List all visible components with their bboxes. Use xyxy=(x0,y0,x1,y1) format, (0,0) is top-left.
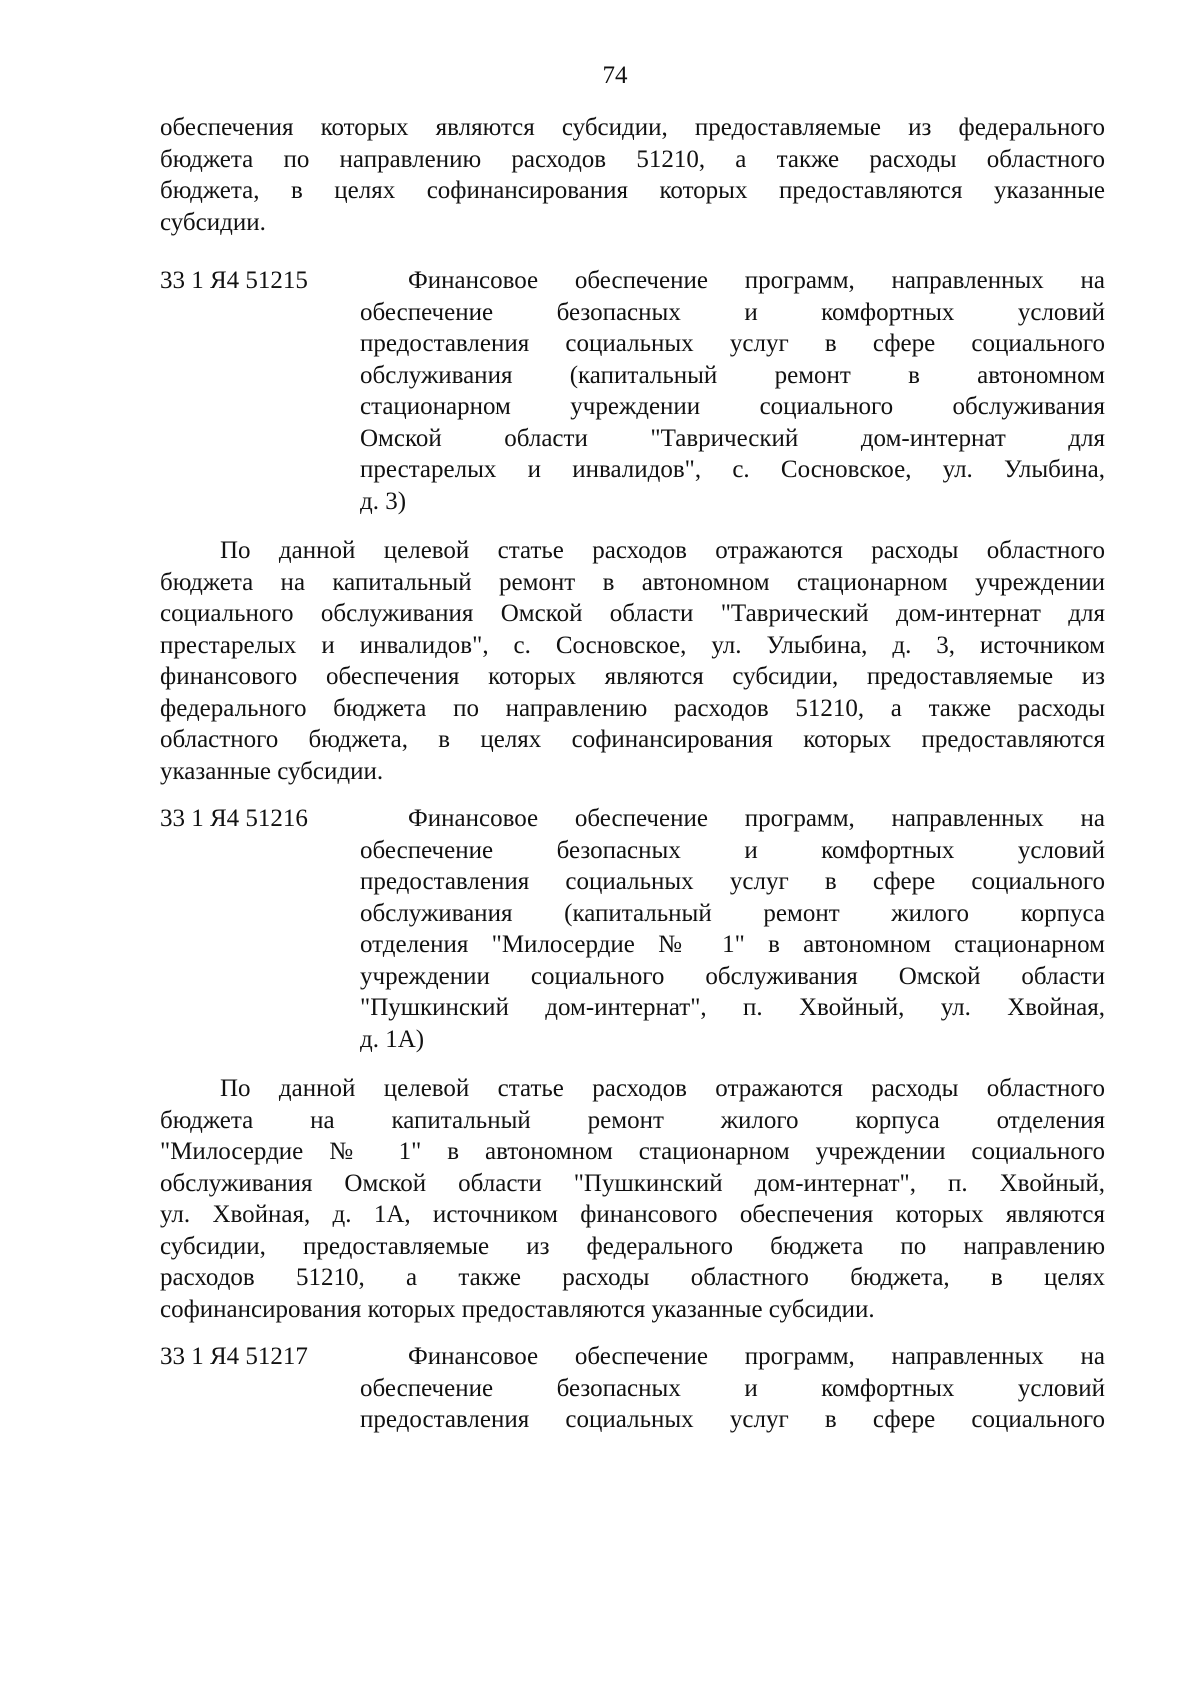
text-line: обеспечения которых являются субсидии, предоставляемые из федерального xyxy=(160,114,1105,141)
text-line: предоставления социальных услуг в сфере социального xyxy=(360,1406,1105,1433)
text-line: финансового обеспечения которых являются субсидии, предоставляемые из xyxy=(160,663,1105,690)
text-line: Омской области "Таврический дом-интернат для xyxy=(360,424,1105,452)
text-line: престарелых и инвалидов", с. Сосновское, ул. Улыбина, д. 3, источником xyxy=(160,631,1105,659)
text-line: расходов 51210, а также расходы областного бюджета, в целях xyxy=(160,1264,1105,1291)
text-line: предоставления социальных услуг в сфере социального xyxy=(360,330,1105,357)
text-line: областного бюджета, в целях софинансирования которых предоставляются xyxy=(160,726,1105,753)
text-line: Финансовое обеспечение программ, направленных на xyxy=(408,805,1105,832)
text-line: федерального бюджета по направлению расходов 51210, а также расходы xyxy=(160,694,1105,722)
budget-code: 33 1 Я4 51217 xyxy=(160,1343,308,1370)
text-line: субсидии, предоставляемые из федерального бюджета по направлению xyxy=(160,1232,1105,1260)
entry-title xyxy=(360,265,1105,517)
text-line: Финансовое обеспечение программ, направленных на xyxy=(408,1343,1105,1370)
text-line: д. 1А) xyxy=(360,1025,425,1053)
budget-code: 33 1 Я4 51216 xyxy=(160,805,308,832)
text-line: престарелых и инвалидов", с. Сосновское, ул. Улыбина, xyxy=(360,456,1105,483)
text-line: обеспечение безопасных и комфортных условий xyxy=(360,836,1105,864)
text-line: По данной целевой статье расходов отражаются расходы областного xyxy=(220,537,1105,564)
text-line: По данной целевой статье расходов отражаются расходы областного xyxy=(220,1075,1105,1102)
text-line: д. 3) xyxy=(360,487,407,515)
text-line: софинансирования которых предоставляются указанные субсидии. xyxy=(160,1295,875,1323)
text-line: обеспечение безопасных и комфортных условий xyxy=(360,1374,1105,1402)
text-line: ул. Хвойная, д. 1А, источником финансового обеспечения которых являются xyxy=(160,1201,1105,1228)
text-line: обслуживания (капитальный ремонт в автономном xyxy=(360,361,1105,389)
text-line: предоставления социальных услуг в сфере социального xyxy=(360,868,1105,895)
entry-title xyxy=(360,1341,1105,1436)
text-line: "Милосердие № 1" в автономном стационарном учреждении социального xyxy=(160,1138,1105,1165)
text-line: бюджета на капитальный ремонт в автономном стационарном учреждении xyxy=(160,568,1105,596)
entry-paragraph xyxy=(160,535,1105,787)
text-line: обслуживания (капитальный ремонт жилого корпуса xyxy=(360,899,1105,927)
text-line: бюджета по направлению расходов 51210, а также расходы областного xyxy=(160,145,1105,173)
text-line: субсидии. xyxy=(160,208,266,236)
text-line: отделения "Милосердие № 1" в автономном стационарном xyxy=(360,931,1105,958)
text-line: Финансовое обеспечение программ, направленных на xyxy=(408,267,1105,294)
text-line: учреждении социального обслуживания Омской области xyxy=(360,962,1105,990)
entry-title xyxy=(360,803,1105,1055)
text-line: обслуживания Омской области "Пушкинский дом-интернат", п. Хвойный, xyxy=(160,1169,1105,1197)
text-line: бюджета, в целях софинансирования которых предоставляются указанные xyxy=(160,177,1105,204)
text-line: "Пушкинский дом-интернат", п. Хвойный, ул. Хвойная, xyxy=(360,994,1105,1021)
entry-paragraph xyxy=(160,1073,1105,1325)
text-line: стационарном учреждении социального обслуживания xyxy=(360,393,1105,420)
intro-paragraph xyxy=(160,112,1105,238)
budget-code: 33 1 Я4 51215 xyxy=(160,267,308,294)
text-line: социального обслуживания Омской области "Таврический дом-интернат для xyxy=(160,600,1105,627)
text-line: бюджета на капитальный ремонт жилого корпуса отделения xyxy=(160,1106,1105,1134)
page-number: 74 xyxy=(602,62,628,89)
text-line: указанные субсидии. xyxy=(160,757,384,785)
text-line: обеспечение безопасных и комфортных условий xyxy=(360,298,1105,326)
